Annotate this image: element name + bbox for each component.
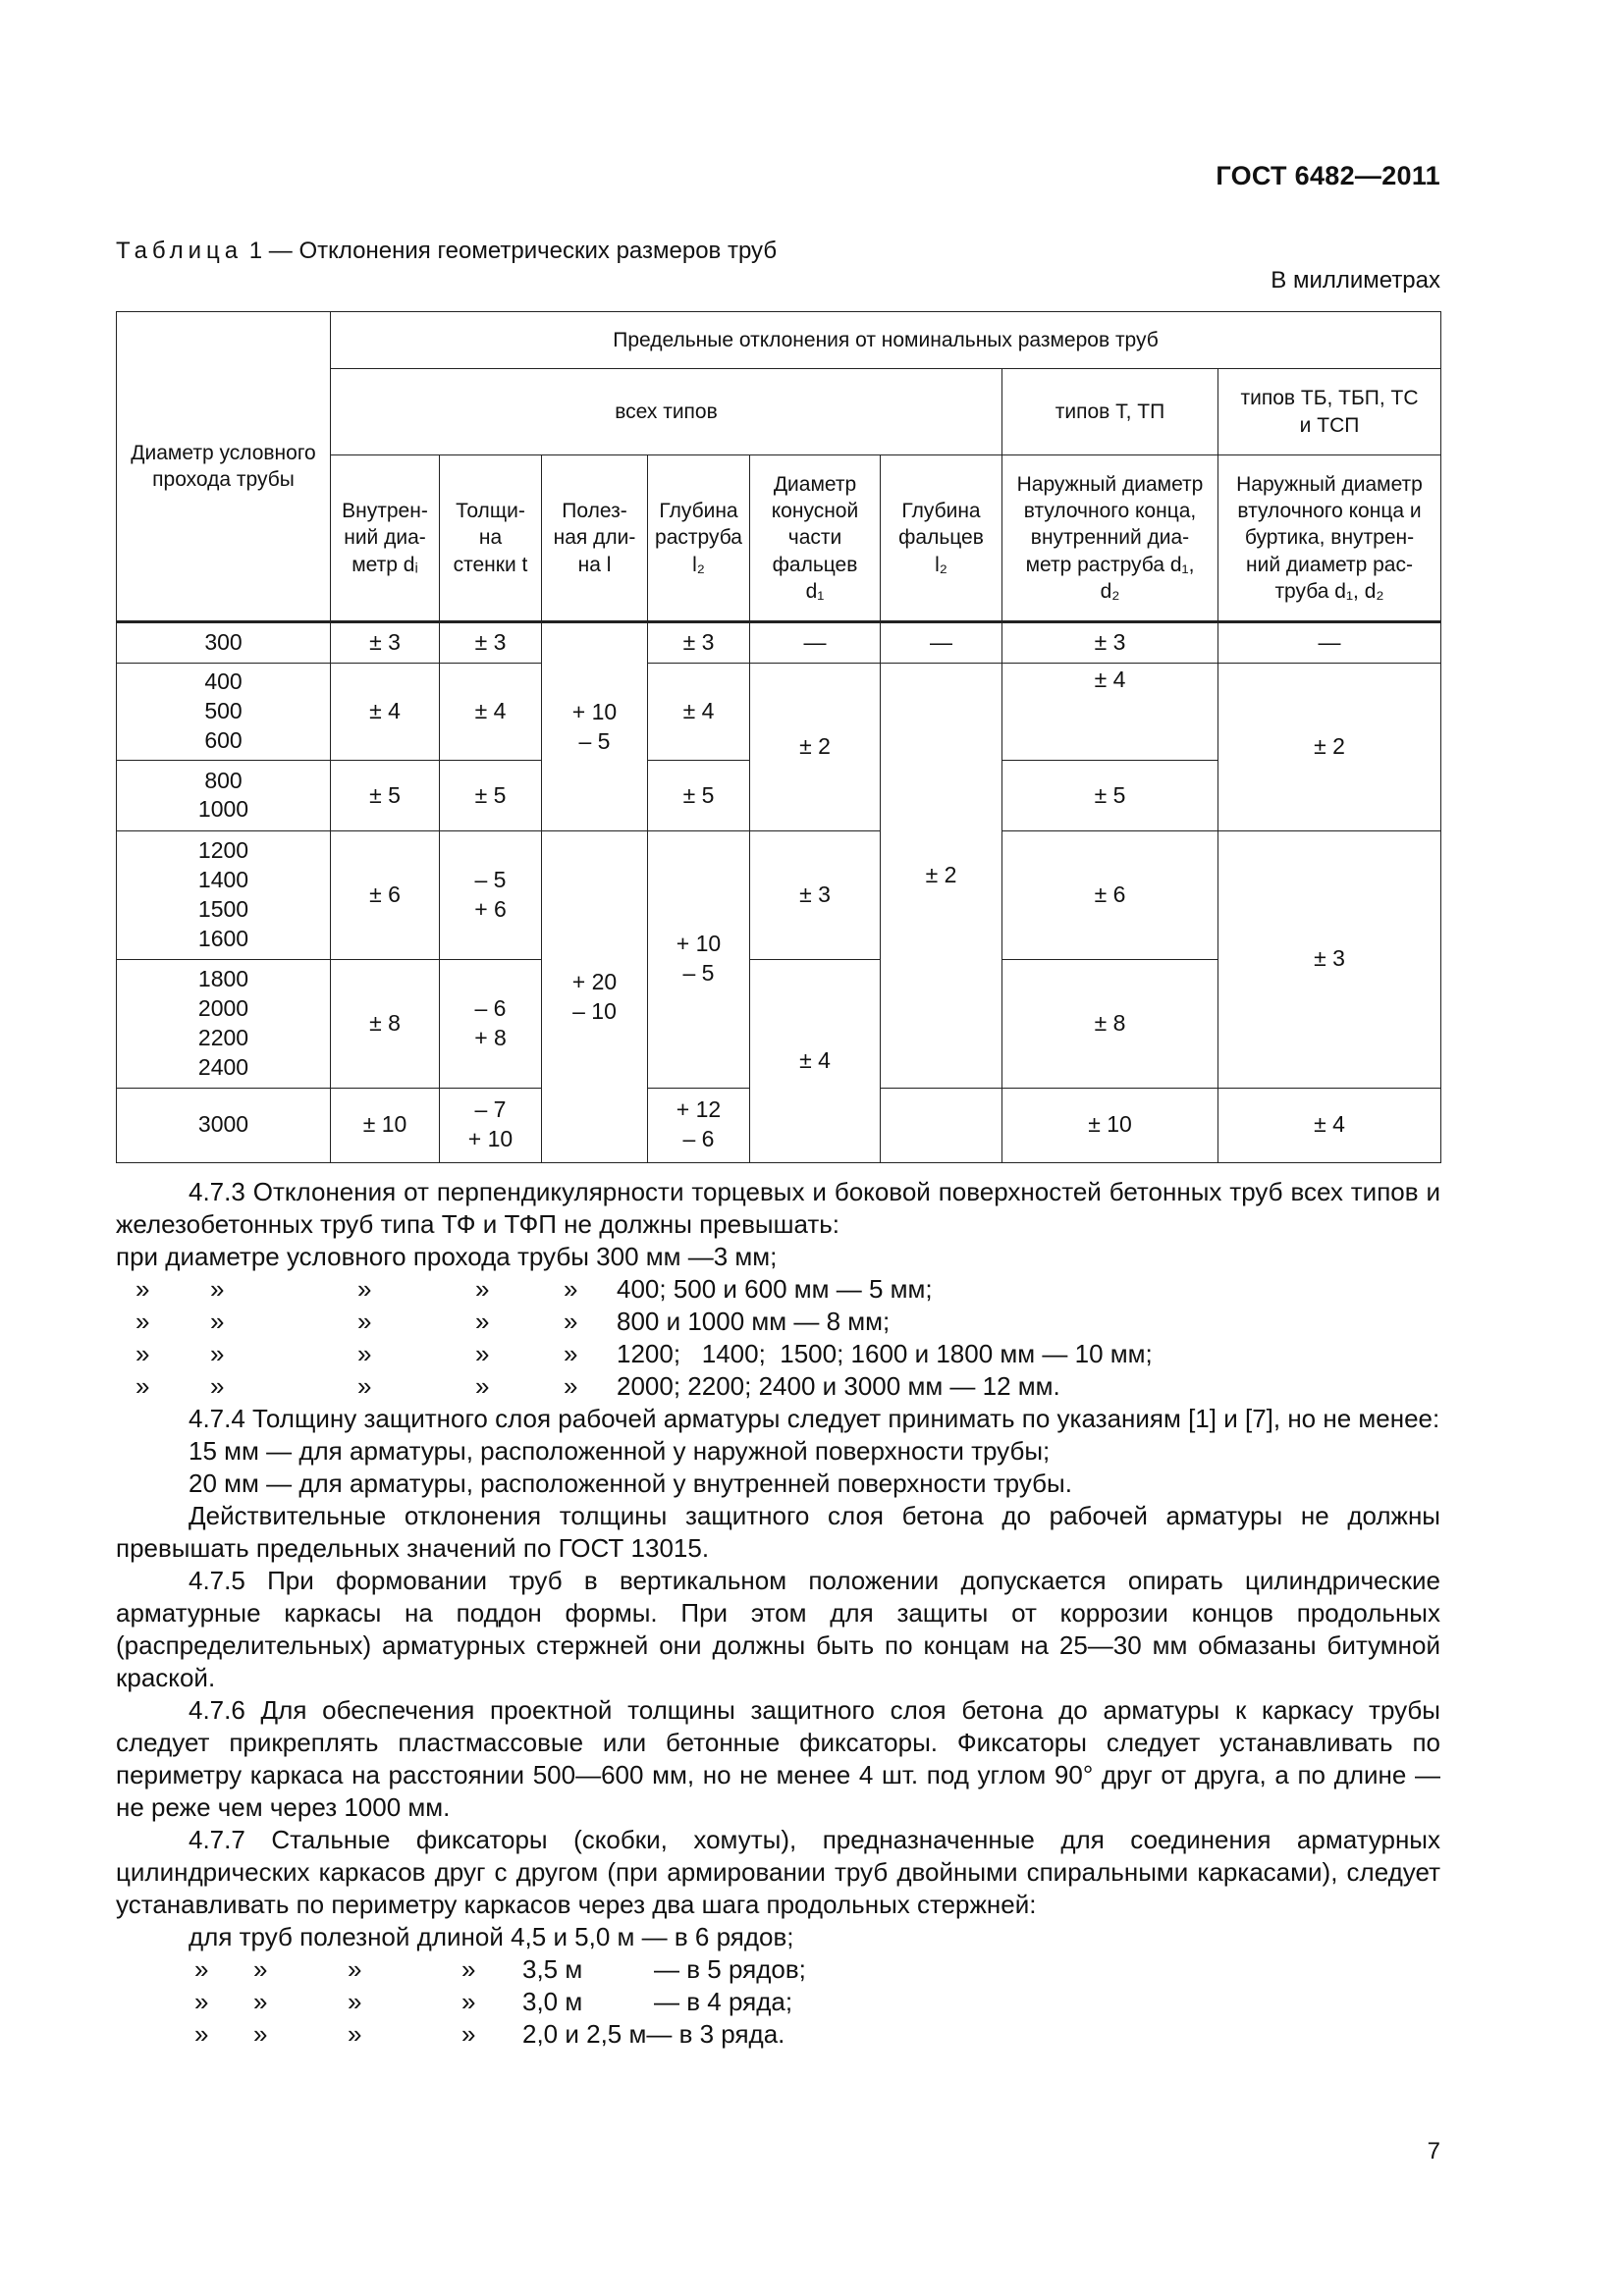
ditto-mark: » <box>135 1274 150 1304</box>
header-all-types: всех типов <box>331 369 1002 455</box>
header-fold-depth: Глубина фальцев l₂ <box>881 455 1002 622</box>
cell-outer-t: ± 3 <box>1002 622 1218 664</box>
ditto-mark: » <box>564 1339 578 1368</box>
cell-cone: ± 4 <box>750 959 881 1162</box>
ditto-mark: » <box>564 1274 578 1304</box>
list-item <box>116 1986 1440 2018</box>
ditto-mark: » <box>210 1307 225 1336</box>
table-caption-title: 1 — Отклонения геометрических размеров труб <box>243 238 778 264</box>
header-limits: Предельные отклонения от номинальных размеров труб <box>331 312 1441 369</box>
header-useful-length: Полез- ная дли- на l <box>542 455 648 622</box>
ditto-mark: » <box>194 2019 209 2049</box>
list-item-length: 2,0 и 2,5 м <box>522 2019 647 2049</box>
paragraph-4-7-4-inner: 20 мм — для арматуры, расположенной у внутренней поверхности трубы. <box>189 1468 1072 1498</box>
paragraph-4-7-7: 4.7.7 Стальные фиксаторы (скобки, хомуты), предназначенные для соединения арматурных цилиндрических каркасов друг с другом (при армировании труб двойными спиральными каркасами), следует устанавливать по периметру каркасов через два шага продольных стержней: <box>116 1825 1440 1919</box>
cell-inner: ± 5 <box>331 760 440 830</box>
ditto-mark: » <box>135 1371 150 1401</box>
ditto-mark: » <box>348 1987 362 2016</box>
cell-outer-t: ± 6 <box>1002 831 1218 960</box>
list-item <box>116 1273 1440 1306</box>
ditto-mark: » <box>348 1954 362 1984</box>
cell-outer-t: ± 5 <box>1002 760 1218 830</box>
cell-cone: ± 3 <box>750 831 881 960</box>
header-types-tb: типов ТБ, ТБП, ТС и ТСП <box>1218 369 1441 455</box>
cell-depth: ± 5 <box>648 760 750 830</box>
cell-depth: ± 4 <box>648 664 750 761</box>
list-item-length: 3,0 м <box>522 1987 583 2016</box>
header-outer-diameter-tb: Наружный диаметр втулочного конца и буртика, внутрен- ний диаметр рас- труба d₁, d₂ <box>1218 455 1441 622</box>
paragraph-4-7-4-deviations: Действительные отклонения толщины защитного слоя бетона до рабочей арматуры не должны превышать предельных значений по ГОСТ 13015. <box>116 1501 1440 1563</box>
ditto-mark: » <box>194 1987 209 2016</box>
cell-outer-t: ± 4 <box>1002 664 1218 761</box>
cell-diameter: 1800 2000 2200 2400 <box>117 959 331 1088</box>
ditto-mark: » <box>461 1954 476 1984</box>
ditto-mark: » <box>564 1307 578 1336</box>
ditto-mark: » <box>348 2019 362 2049</box>
list-item-rows: — в 4 ряда; <box>654 1987 793 2016</box>
list-item-rows: — в 5 рядов; <box>654 1954 806 1984</box>
header-inner-diameter: Внутрен- ний диа- метр dᵢ <box>331 455 440 622</box>
header-socket-depth: Глубина раструба l₂ <box>648 455 750 622</box>
header-diameter: Диаметр условного прохода трубы <box>117 312 331 622</box>
ditto-mark: » <box>210 1371 225 1401</box>
list-item <box>116 2018 1440 2051</box>
cell-length: + 10 – 5 <box>542 622 648 831</box>
list-item <box>116 1370 1440 1403</box>
cell-fold <box>881 1088 1002 1162</box>
ditto-mark: » <box>210 1274 225 1304</box>
paragraph-4-7-4-outer: 15 мм — для арматуры, расположенной у наружной поверхности трубы; <box>189 1436 1051 1466</box>
ditto-mark: » <box>475 1371 490 1401</box>
ditto-mark: » <box>357 1371 372 1401</box>
list-item <box>116 1953 1440 1986</box>
list-item <box>116 1306 1440 1338</box>
cell-diameter: 800 1000 <box>117 760 331 830</box>
cell-inner: ± 8 <box>331 959 440 1088</box>
cell-diameter: 3000 <box>117 1088 331 1162</box>
cell-wall: – 7 + 10 <box>440 1088 542 1162</box>
cell-diameter: 400 500 600 <box>117 664 331 761</box>
ditto-mark: » <box>564 1371 578 1401</box>
table-row <box>117 831 1441 960</box>
ditto-mark: » <box>475 1307 490 1336</box>
table-row <box>117 664 1441 761</box>
table-units: В миллиметрах <box>1271 267 1440 294</box>
cell-diameter: 300 <box>117 622 331 664</box>
list-item-text: 2000; 2200; 2400 и 3000 мм — 12 мм. <box>617 1371 1060 1401</box>
header-wall-thickness: Толщи- на стенки t <box>440 455 542 622</box>
ditto-mark: » <box>253 2019 268 2049</box>
header-types-t-tp: типов Т, ТП <box>1002 369 1218 455</box>
cell-depth: + 10 – 5 <box>648 831 750 1088</box>
table-caption-label: Таблица <box>116 238 243 264</box>
paragraph-4-7-3-first-line: при диаметре условного прохода трубы 300 мм —3 мм; <box>116 1242 778 1271</box>
list-item-rows: — в 3 ряда. <box>646 2019 785 2049</box>
cell-inner: ± 3 <box>331 622 440 664</box>
cell-inner: ± 4 <box>331 664 440 761</box>
cell-depth: ± 3 <box>648 622 750 664</box>
header-outer-diameter-t: Наружный диаметр втулочного конца, внутренний диа- метр раструба d₁, d₂ <box>1002 455 1218 622</box>
cell-fold: ± 2 <box>881 664 1002 1088</box>
ditto-mark: » <box>475 1274 490 1304</box>
cell-outer-tb: ± 4 <box>1218 1088 1441 1162</box>
ditto-mark: » <box>475 1339 490 1368</box>
ditto-mark: » <box>194 1954 209 1984</box>
list-item-text: 1200; 1400; 1500; 1600 и 1800 мм — 10 мм; <box>617 1339 1153 1368</box>
ditto-mark: » <box>253 1987 268 2016</box>
ditto-mark: » <box>253 1954 268 1984</box>
cell-cone: — <box>750 622 881 664</box>
list-item-text: 800 и 1000 мм — 8 мм; <box>617 1307 891 1336</box>
cell-outer-tb: — <box>1218 622 1441 664</box>
paragraph-4-7-4: 4.7.4 Толщину защитного слоя рабочей арматуры следует принимать по указаниям [1] и [7], но не менее: <box>189 1404 1440 1433</box>
cell-inner: ± 6 <box>331 831 440 960</box>
ditto-mark: » <box>357 1274 372 1304</box>
list-item <box>116 1338 1440 1370</box>
document-standard-title: ГОСТ 6482—2011 <box>1216 161 1440 190</box>
header-cone-diameter: Диаметр конусной части фальцев d₁ <box>750 455 881 622</box>
cell-fold: — <box>881 622 1002 664</box>
cell-wall: ± 3 <box>440 622 542 664</box>
list-item-text: 400; 500 и 600 мм — 5 мм; <box>617 1274 933 1304</box>
deviations-table <box>116 311 1441 1163</box>
cell-diameter: 1200 1400 1500 1600 <box>117 831 331 960</box>
cell-outer-t: ± 10 <box>1002 1088 1218 1162</box>
list-item-length: 3,5 м <box>522 1954 583 1984</box>
page-number: 7 <box>1427 2138 1440 2164</box>
cell-wall: – 6 + 8 <box>440 959 542 1088</box>
body-text <box>116 1176 1440 2051</box>
paragraph-4-7-6: 4.7.6 Для обеспечения проектной толщины защитного слоя бетона до арматуры к каркасу трубы следует прикреплять пластмассовые или бетонные фиксаторы. Фиксаторы следует устанавливать по периметру каркаса на расстоянии 500—600 мм, но не менее 4 шт. под углом 90° друг от друга, а по длине — не реже чем через 1000 мм. <box>116 1695 1440 1822</box>
paragraph-4-7-3: 4.7.3 Отклонения от перпендикулярности торцевых и боковой поверхностей бетонных труб всех типов и железобетонных труб типа ТФ и ТФП не должны превышать: <box>116 1177 1440 1239</box>
ditto-mark: » <box>135 1339 150 1368</box>
cell-length: + 20 – 10 <box>542 831 648 1163</box>
ditto-mark: » <box>210 1339 225 1368</box>
cell-depth: + 12 – 6 <box>648 1088 750 1162</box>
table-row <box>117 622 1441 664</box>
cell-outer-tb: ± 2 <box>1218 664 1441 831</box>
ditto-mark: » <box>357 1307 372 1336</box>
ditto-mark: » <box>461 2019 476 2049</box>
ditto-mark: » <box>135 1307 150 1336</box>
cell-wall: ± 5 <box>440 760 542 830</box>
ditto-mark: » <box>357 1339 372 1368</box>
ditto-mark: » <box>461 1987 476 2016</box>
paragraph-4-7-7-first-line: для труб полезной длиной 4,5 и 5,0 м — в 6 рядов; <box>189 1922 794 1951</box>
cell-outer-t: ± 8 <box>1002 959 1218 1088</box>
table-caption <box>116 238 777 265</box>
cell-cone: ± 2 <box>750 664 881 831</box>
cell-inner: ± 10 <box>331 1088 440 1162</box>
cell-outer-tb: ± 3 <box>1218 831 1441 1088</box>
cell-wall: – 5 + 6 <box>440 831 542 960</box>
cell-wall: ± 4 <box>440 664 542 761</box>
paragraph-4-7-5: 4.7.5 При формовании труб в вертикальном положении допускается опирать цилиндрические арматурные каркасы на поддон формы. При этом для защиты от коррозии концов продольных (распределительных) арматурных стержней они должны быть по концам на 25—30 мм обмазаны битумной краской. <box>116 1566 1440 1692</box>
